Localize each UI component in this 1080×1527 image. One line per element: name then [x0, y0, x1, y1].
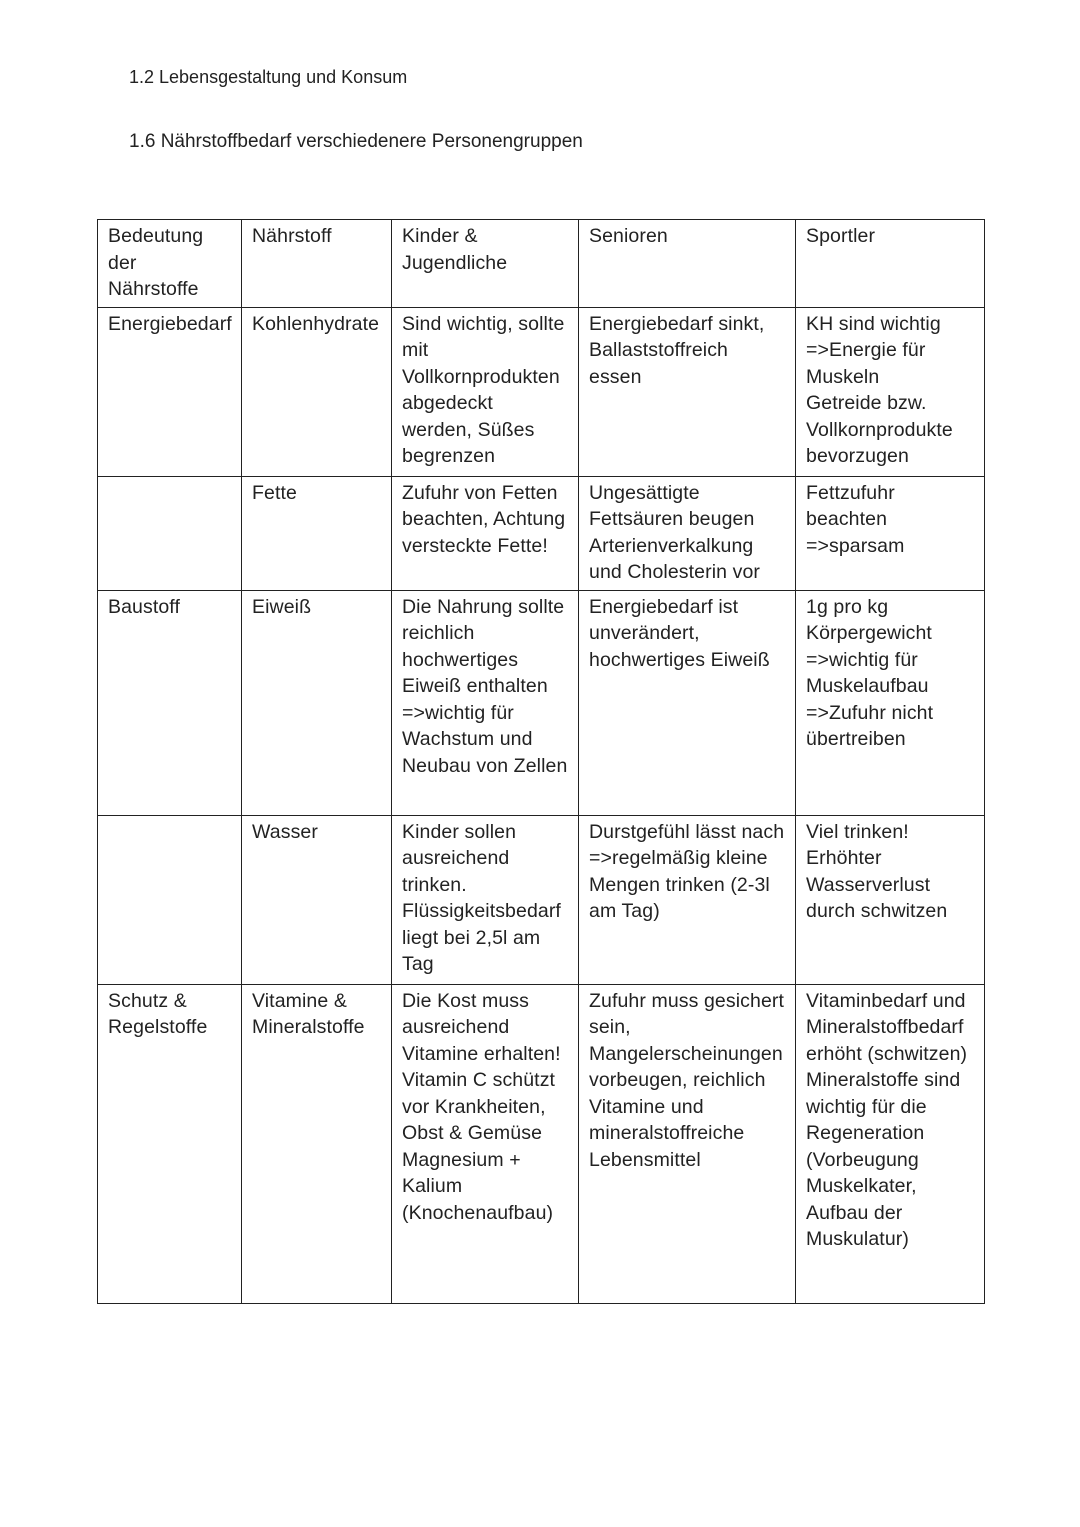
- cell-senioren: Energiebedarf ist unverändert, hochwertiges Eiweiß: [579, 590, 796, 815]
- cell-kinder: Zufuhr von Fetten beachten, Achtung versteckte Fette!: [392, 476, 579, 590]
- header-kinder: Kinder & Jugendliche: [392, 220, 579, 308]
- table-row: [98, 590, 985, 815]
- cell-bedeutung: [98, 815, 242, 984]
- cell-naehrstoff: Vitamine & Mineralstoffe: [242, 984, 392, 1303]
- cell-senioren: Zufuhr muss gesichert sein, Mangelerscheinungen vorbeugen, reichlich Vitamine und mineralstoffreiche Lebensmittel: [579, 984, 796, 1303]
- header-bedeutung: Bedeutung der Nährstoffe: [98, 220, 242, 308]
- cell-bedeutung: Energiebedarf: [98, 307, 242, 476]
- cell-kinder: Die Kost muss ausreichend Vitamine erhalten! Vitamin C schützt vor Krankheiten, Obst & Gemüse Magnesium + Kalium (Knochenaufbau): [392, 984, 579, 1303]
- table-row: [98, 307, 985, 476]
- cell-kinder: Sind wichtig, sollte mit Vollkornprodukten abgedeckt werden, Süßes begrenzen: [392, 307, 579, 476]
- cell-naehrstoff: Kohlenhydrate: [242, 307, 392, 476]
- header-senioren: Senioren: [579, 220, 796, 308]
- header-sportler: Sportler: [796, 220, 985, 308]
- table-header-row: [98, 220, 985, 308]
- cell-bedeutung: [98, 476, 242, 590]
- header-naehrstoff: Nährstoff: [242, 220, 392, 308]
- cell-sportler: KH sind wichtig =>Energie für Muskeln Getreide bzw. Vollkornprodukte bevorzugen: [796, 307, 985, 476]
- cell-naehrstoff: Fette: [242, 476, 392, 590]
- cell-bedeutung: Baustoff: [98, 590, 242, 815]
- cell-senioren: Durstgefühl lässt nach =>regelmäßig kleine Mengen trinken (2-3l am Tag): [579, 815, 796, 984]
- table-row: [98, 476, 985, 590]
- naehrstoff-table: [97, 219, 985, 1304]
- cell-bedeutung: Schutz & Regelstoffe: [98, 984, 242, 1303]
- table-row: [98, 984, 985, 1303]
- cell-sportler: Viel trinken! Erhöhter Wasserverlust durch schwitzen: [796, 815, 985, 984]
- cell-sportler: 1g pro kg Körpergewicht =>wichtig für Muskelaufbau =>Zufuhr nicht übertreiben: [796, 590, 985, 815]
- cell-sportler: Vitaminbedarf und Mineralstoffbedarf erhöht (schwitzen) Mineralstoffe sind wichtig für die Regeneration (Vorbeugung Muskelkater, Aufbau der Muskulatur): [796, 984, 985, 1303]
- cell-senioren: Ungesättigte Fettsäuren beugen Arterienverkalkung und Cholesterin vor: [579, 476, 796, 590]
- cell-senioren: Energiebedarf sinkt, Ballaststoffreich essen: [579, 307, 796, 476]
- cell-naehrstoff: Eiweiß: [242, 590, 392, 815]
- cell-sportler: Fettzufuhr beachten =>sparsam: [796, 476, 985, 590]
- section-heading-lebensgestaltung: 1.2 Lebensgestaltung und Konsum: [129, 67, 408, 87]
- cell-kinder: Kinder sollen ausreichend trinken. Flüssigkeitsbedarf liegt bei 2,5l am Tag: [392, 815, 579, 984]
- cell-kinder: Die Nahrung sollte reichlich hochwertiges Eiweiß enthalten =>wichtig für Wachstum und Neubau von Zellen: [392, 590, 579, 815]
- table-row: [98, 815, 985, 984]
- cell-naehrstoff: Wasser: [242, 815, 392, 984]
- section-heading-naehrstoffbedarf: 1.6 Nährstoffbedarf verschiedenere Personengruppen: [129, 131, 583, 152]
